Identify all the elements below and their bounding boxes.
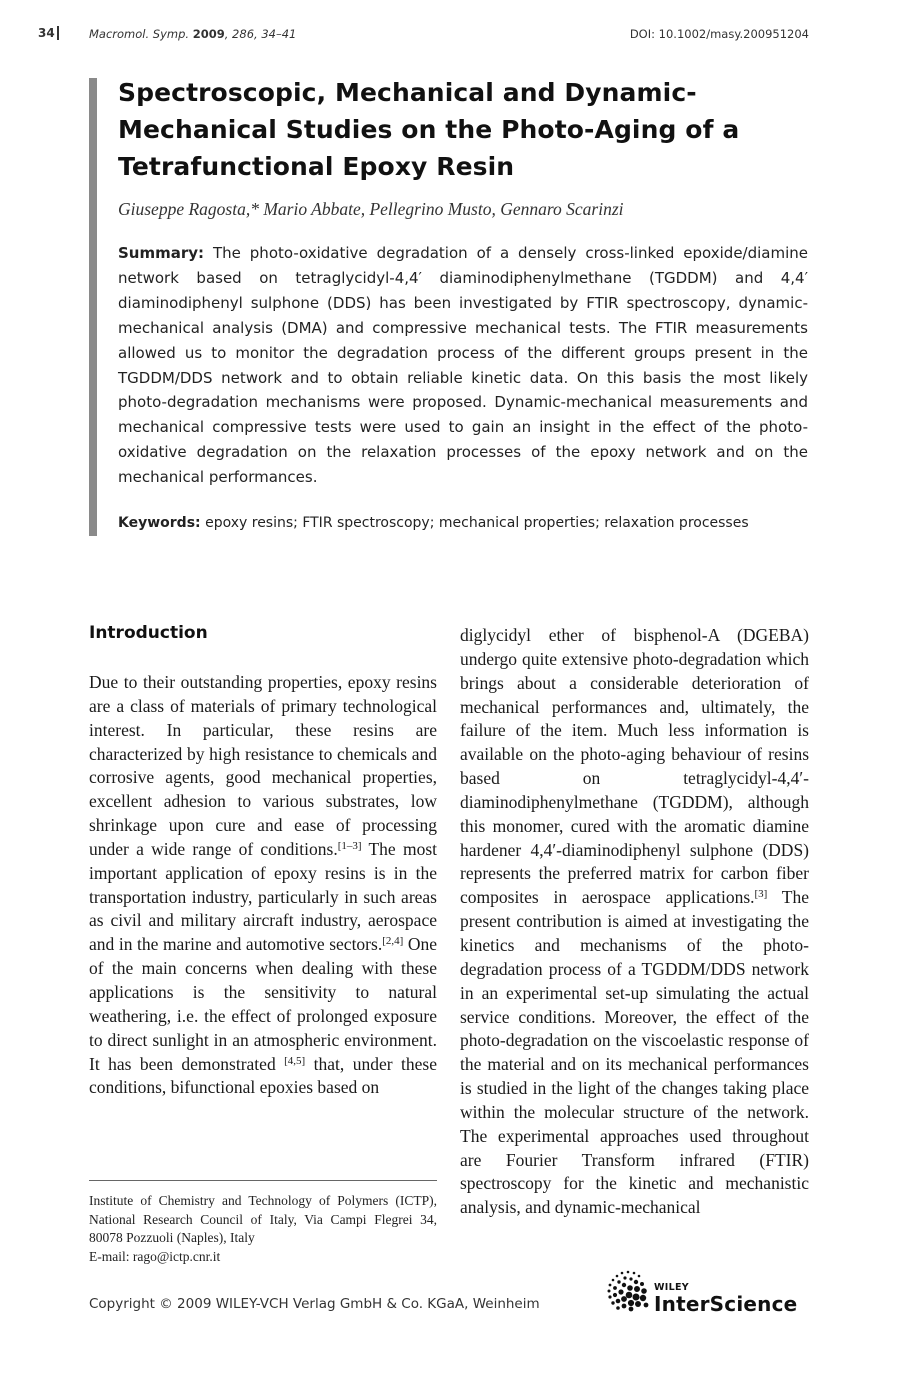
citation-ref: [2,4] [382,935,404,948]
journal-name: Macromol. Symp. [89,27,190,41]
paragraph-text: One of the main concerns when dealing with these applications is the sensitivity to natural weathering, i.e. the effect of prolonged exposure to direct sunlight in an atmospheric environment. It has been demonstrated [89,934,437,1074]
copyright-notice: Copyright © 2009 WILEY-VCH Verlag GmbH & Co. KGaA, Weinheim [89,1296,540,1312]
paragraph-text: diglycidyl ether of bisphenol-A (DGEBA) undergo quite extensive photo-degradation which brings about a considerable deterioration of mechanical performances and, ultimately, the failure of the item. Much less information is available on the photo-aging behaviour of resins based on tetraglycidyl-4,4′-diaminodiphenylmethane (TGDDM), although this monomer, cured with the aromatic diamine hardener 4,4′-diaminodiphenyl sulphone (DDS) represents the preferred matrix for carbon fiber composites in aerospace applications. [460,625,809,908]
paragraph-text: The present contribution is aimed at investigating the kinetics and mechanisms of the photo-degradation process of a TGDDM/DDS network in an experimental set-up simulating the actual service conditions. Moreover, the effect of the photo-degradation on the viscoelastic response of the material and on its mechanical performances is studied in the light of the changes taking place within the molecular structure of the network. The experimental approaches used throughout are Fourier Transform infrared (FTIR) spectroscopy for the kinetic and mechanistic analysis, and dynamic-mechanical [460,887,809,1218]
paragraph-text: that, under these conditions, bifunctional epoxies based on [89,1053,437,1098]
page-number: 34 [38,26,55,40]
keywords [118,515,818,531]
affiliation-footnote [89,1192,437,1266]
journal-citation [89,27,296,41]
summary-label: Summary: [118,244,205,262]
logo-wiley-text: WILEY [654,1282,689,1293]
citation-ref: [1–3] [337,839,362,852]
summary-text: The photo-oxidative degradation of a densely cross-linked epoxide/diamine network based on tetraglycidyl-4,4′ diaminodiphenylmethane (TGDDM) and 4,4′ diaminodiphenyl sulphone (DDS) has been investigated by FTIR spectroscopy, dynamic-mechanical analysis (DMA) and compressive mechanical tests. The FTIR measurements allowed us to monitor the degradation process of the different groups present in the TGDDM/DDS network and to obtain reliable kinetic data. On this basis the most likely photo-degradation mechanisms were proposed. Dynamic-mechanical measurements and mechanical compressive tests were used to gain an insight in the effect of the photo-oxidative degradation on the relaxation processes of the epoxy network and on the mechanical performances. [118,244,808,487]
keywords-label: Keywords: [118,515,201,531]
citation-ref: [3] [754,888,768,901]
doi: DOI: 10.1002/masy.200951204 [629,27,809,41]
author-list: Giuseppe Ragosta,* Mario Abbate, Pellegrino Musto, Gennaro Scarinzi [118,199,624,219]
body-column-left [89,671,437,1100]
wiley-interscience-logo [604,1268,814,1318]
abstract-accent-bar [89,78,97,536]
page-number-divider [57,26,59,40]
abstract [118,241,808,490]
paragraph-text: Due to their outstanding properties, epoxy resins are a class of materials of primary technological interest. In particular, these resins are characterized by high resistance to chemicals and corrosive agents, good mechanical properties, excellent adhesion to various substrates, low shrinkage upon cure and ease of processing under a wide range of conditions. [89,672,437,859]
paragraph-text: The most important application of epoxy resins is in the transportation industry, particularly in such areas as civil and military aircraft industry, aerospace and in the marine and automotive sectors. [89,838,437,955]
citation-ref: [4,5] [284,1054,306,1067]
author-email: E-mail: rago@ictp.cnr.it [89,1248,221,1264]
section-heading-introduction: Introduction [89,623,208,643]
keywords-text: epoxy resins; FTIR spectroscopy; mechanical properties; relaxation processes [200,515,749,531]
footnote-divider [89,1180,437,1181]
logo-interscience-text: InterScience [654,1292,798,1316]
article-title: Spectroscopic, Mechanical and Dynamic-Mechanical Studies on the Photo-Aging of a Tetrafunctional Epoxy Resin [118,78,740,181]
affiliation-text: Institute of Chemistry and Technology of Polymers (ICTP), National Research Council of Italy, Via Campi Flegrei 34, 80078 Pozzuoli (Naples), Italy [89,1193,437,1245]
journal-year: 2009 [192,27,225,41]
interscience-sphere-icon [604,1268,652,1316]
running-header [0,26,905,46]
body-column-right [460,624,809,1220]
journal-pages: , 286, 34–41 [224,27,297,41]
